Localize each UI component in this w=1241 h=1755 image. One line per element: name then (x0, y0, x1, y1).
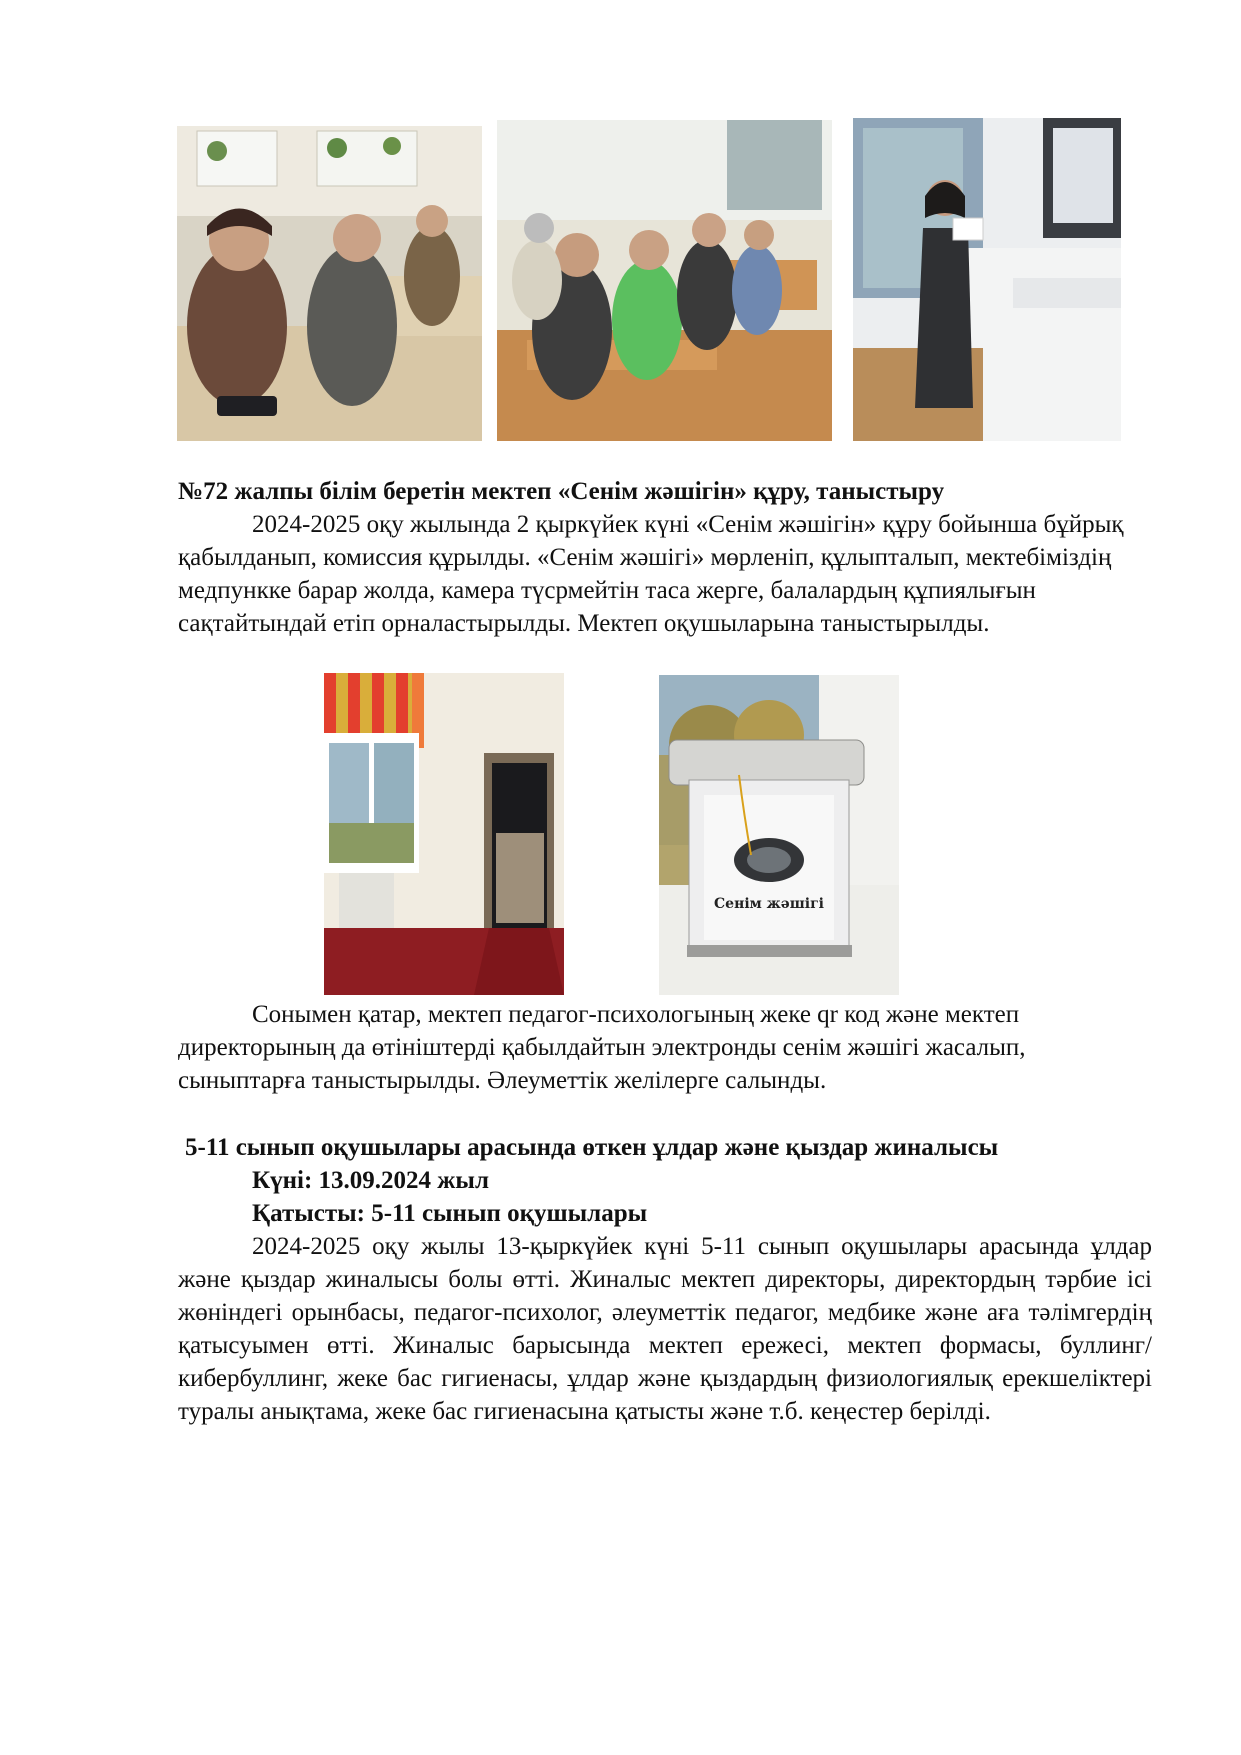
section3-paragraph: 2024-2025 оқу жылы 13-қыркүйек күні 5-11 сынып оқушылары арасында ұлдар және қыздар жиналысы болы өтті. Жиналыс мектеп директоры, директордың тәрбие ісі жөніндегі орынбасы, педагог-психолог, әлеуметтік педагог, медбике және аға тәлімгердің қатысуымен өтті. Жиналыс барысында мектеп ережесі, мектеп формасы, буллинг/кибербуллинг, жеке бас гигиенасы, ұлдар және қыздардың физиологиялық ерекшеліктері туралы анықтама, жеке бас гигиенасына қатысты және т.б. кеңестер берілді. (178, 1233, 1152, 1425)
section1-heading: №72 жалпы білім беретін мектеп «Сенім жәшігін» құру, таныстыру (178, 478, 945, 505)
trust-box-label: Сенім жәшігі (714, 896, 824, 912)
section2-paragraph: Сонымен қатар, мектеп педагог-психологының жеке qr код және мектеп директорының да өтініштерді қабылдайтын электронды сенім жәшігі жасалып, сыныптарға таныстырылды. Әлеуметтік желілерге салынды. (178, 1001, 1026, 1094)
meeting-participants: Қатысты: 5-11 сынып оқушылары (252, 1200, 648, 1227)
photo-hallway (324, 673, 564, 995)
section1-paragraph: 2024-2025 оқу жылында 2 қыркүйек күні «Сенім жәшігін» құру бойынша бұйрық қабылданып, комиссия құрылды. «Сенім жәшігі» мөрленіп, құлыпталып, мектебіміздің медпункке барар жолда, камера түсрмейтін таса жерге, балалардың құпиялығын сақтайтындай етіп орналастырылды. Мектеп оқушыларына таныстырылды. (178, 511, 1124, 637)
photo-trust-box (659, 675, 899, 995)
meeting-date: Күні: 13.09.2024 жыл (252, 1167, 489, 1194)
photo-parents-meeting-1 (177, 126, 482, 441)
photo-parents-meeting-2 (497, 120, 832, 441)
photo-speaker (853, 118, 1121, 441)
section3-heading: 5-11 сынып оқушылары арасында өткен ұлдар және қыздар жиналысы (185, 1134, 999, 1161)
